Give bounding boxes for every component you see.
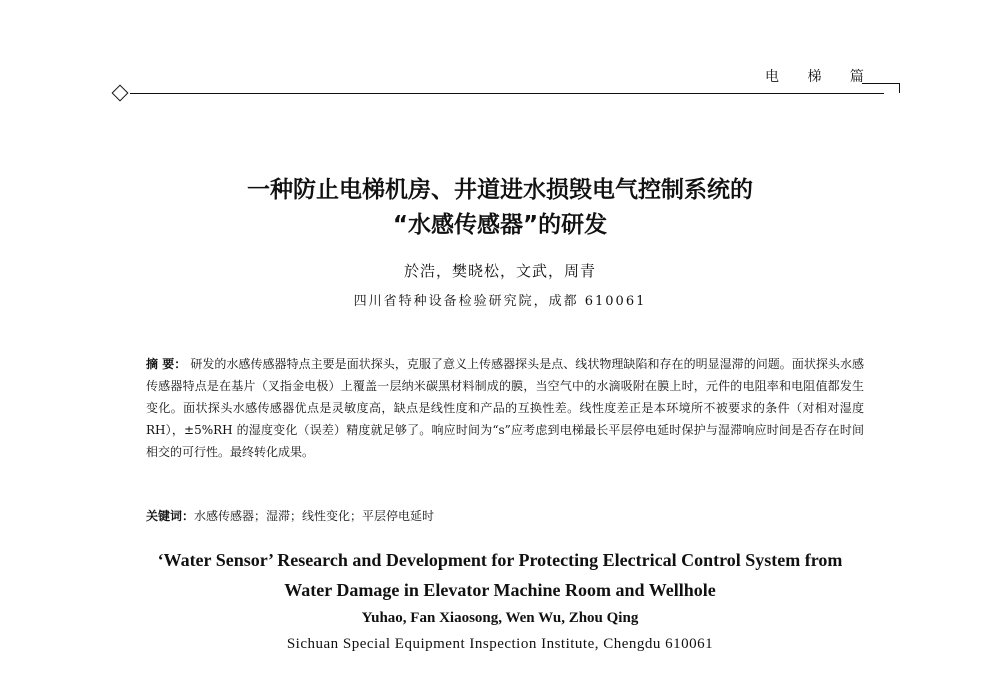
affiliation-cn: 四川省特种设备检验研究院，成都 610061 xyxy=(353,294,647,309)
authors-cn: 於浩，樊晓松，文武，周青 xyxy=(403,262,596,280)
title-cn-line2: “水感传感器”的研发 xyxy=(392,212,608,238)
keywords-text: 水感传感器；湿滞；线性变化；平层停电延时 xyxy=(194,509,435,523)
header-rule xyxy=(130,93,884,94)
authors-en: Yuhao, Fan Xiaosong, Wen Wu, Zhou Qing xyxy=(361,610,639,626)
keywords-label: 关键词： xyxy=(146,509,195,523)
diamond-icon xyxy=(112,85,129,102)
abstract-text: 研发的水感传感器特点主要是面状探头，克服了意义上传感器探头是点、线状物理缺陷和存在的明显湿滞的问题。面状探头水感传感器特点是在基片（叉指金电极）上覆盖一层纳米碳黑材料制成的膜，当空气中的水滴吸附在膜上时，元件的电阻率和电阻值都发生变化。面状探头水感传感器优点是灵敏度高，缺点是线性度和产品的互换性差。线性度差正是本环境所不被要求的条件（对相对湿度 RH），±5%RH 的湿度变化（误差）精度就足够了。响应时间为“s”应考虑到电梯最长平层停电延时保护与湿滞响应时间是否存在时间相交的可行性。最终转化成果。 xyxy=(146,357,864,459)
abstract-label: 摘 要： xyxy=(146,357,187,371)
abstract xyxy=(146,353,864,463)
keywords xyxy=(146,507,864,524)
title-cn-line1: 一种防止电梯机房、井道进水损毁电气控制系统的 xyxy=(247,177,753,203)
section-header: 电 梯 篇 xyxy=(765,69,876,85)
header-corner-bracket xyxy=(862,83,900,93)
title-en-line1: ‘Water Sensor’ Research and Development for Protecting Electrical Control System from xyxy=(157,550,843,570)
title-en-line2: Water Damage in Elevator Machine Room and Wellhole xyxy=(284,580,716,600)
affiliation-en: Sichuan Special Equipment Inspection Institute, Chengdu 610061 xyxy=(286,636,714,652)
